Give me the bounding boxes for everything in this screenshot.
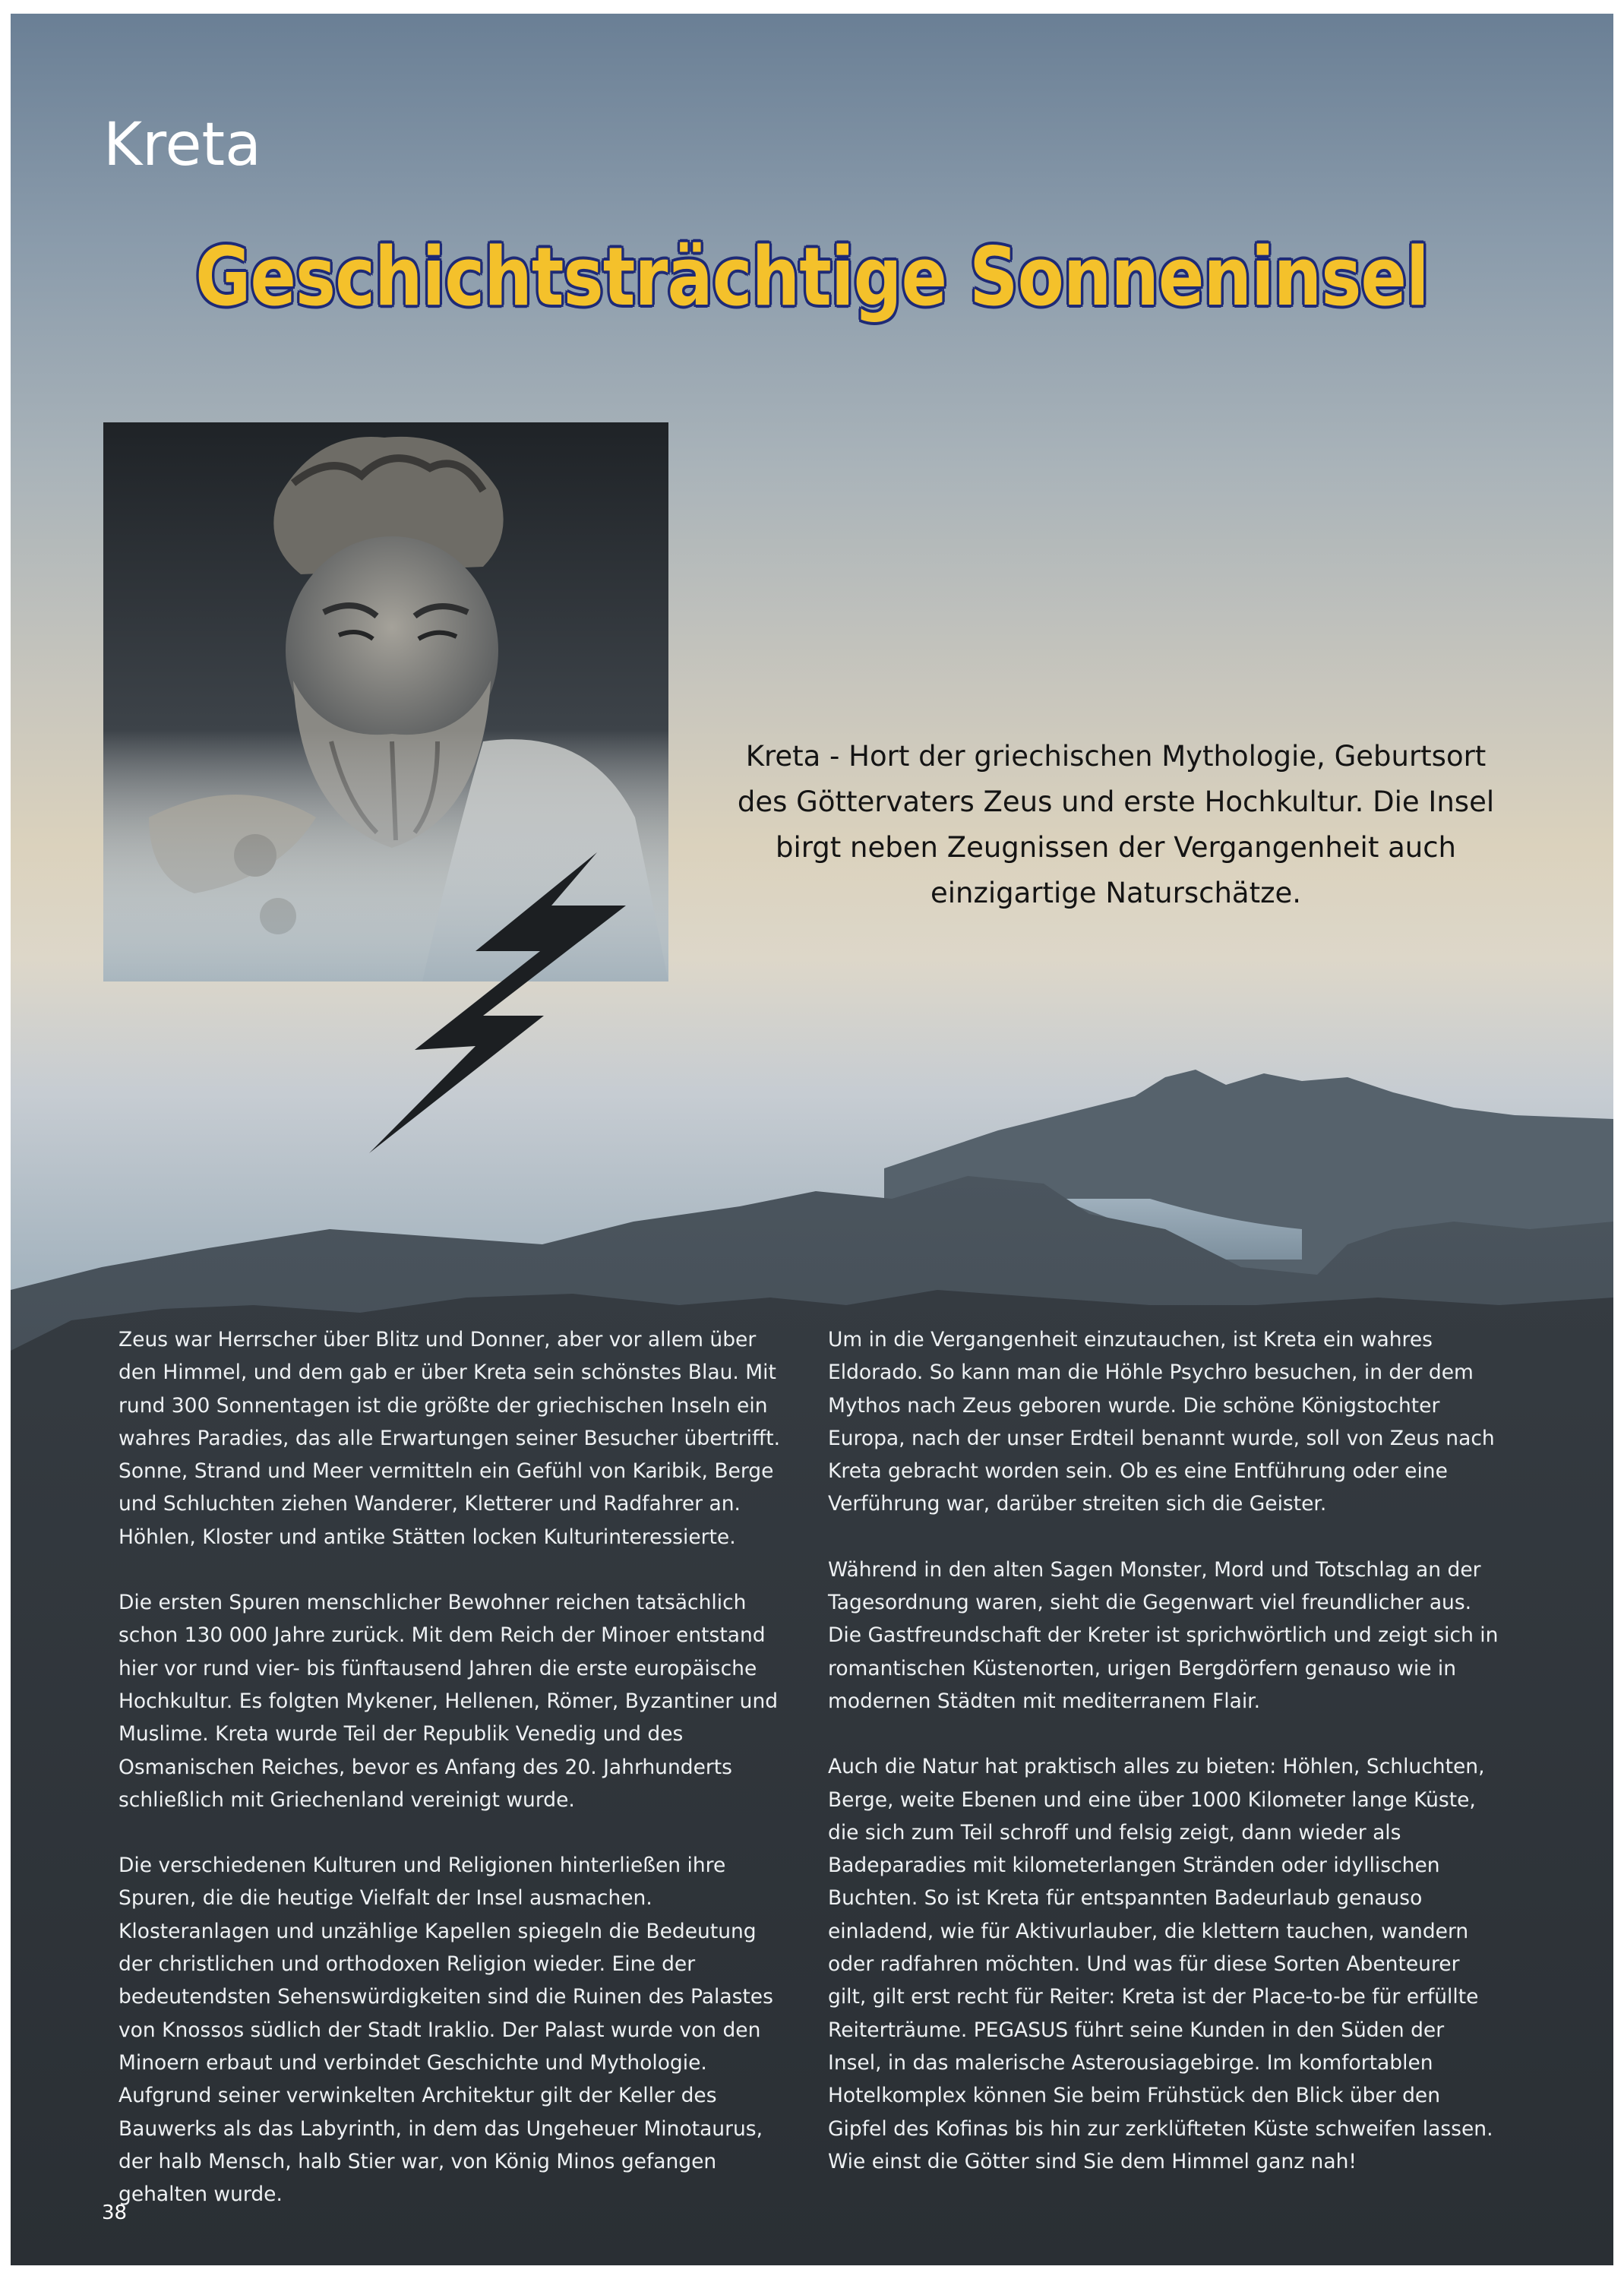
section-kicker: Kreta bbox=[103, 111, 261, 179]
paragraph: Während in den alten Sagen Monster, Mord und Totschlag an der Tagesordnung waren, sieht die Gegenwart viel freundlicher aus. Die Gastfreundschaft der Kreter ist sprichwörtlich und zeigt sich in romantischen Küstenorten, urigen Bergdörfern genauso wie in modernen Städten mit mediterranem Flair. bbox=[828, 1557, 1499, 1713]
page-number: 38 bbox=[102, 2202, 128, 2224]
magazine-page bbox=[11, 14, 1613, 2265]
article-column-right bbox=[828, 1323, 1504, 2211]
paragraph: Auch die Natur hat praktisch alles zu bieten: Höhlen, Schluchten, Berge, weite Ebenen und eine über 1000 Kilometer lange Küste, die sich zum Teil schroff und felsig zeigt, dann wieder als Badeparadies mit kilometerlangen Stränden oder idyllischen Buchten. So ist Kreta für entspannten Badeurlaub genauso einladend, wie für Aktivurlauber, die klettern tauchen, wandern oder radfahren möchten. Und was für diese Sorten Abenteurer gilt, gilt erst recht für Reiter: Kreta ist der Place-to-be für erfüllte Reiterträume. PEGASUS führt seine Kunden in den Süden der Insel, in das malerische Asterousiagebirge. Im komfortablen Hotelkomplex können Sie beim Frühstück den Blick über den Gipfel des Kofinas bis hin zur zerklüfteten Küste schweifen lassen. Wie einst die Götter sind Sie dem Himmel ganz nah! bbox=[828, 1755, 1493, 2173]
article-column-left bbox=[118, 1323, 795, 2243]
paragraph: Die ersten Spuren menschlicher Bewohner reichen tatsächlich schon 130 000 Jahre zurück. Mit dem Reich der Minoer entstand hier vor rund vier- bis fünftausend Jahren die erste europäische Hochkultur. Es folgten Mykener, Hellenen, Römer, Byzantiner und Muslime. Kreta wurde Teil der Republik Venedig und des Osmanischen Reiches, bevor es Anfang des 20. Jahrhunderts schließlich mit Griechenland vereinigt wurde. bbox=[118, 1591, 779, 1812]
page-headline: Geschichtsträchtige Sonneninsel bbox=[195, 230, 1429, 324]
paragraph: Um in die Vergangenheit einzutauchen, ist Kreta ein wahres Eldorado. So kann man die Höhle Psychro besuchen, in der dem Mythos nach Zeus geboren wurde. Die schöne Königstochter Europa, nach der unser Erdteil benannt wurde, soll von Zeus nach Kreta gebracht worden sein. Ob es eine Entführung oder eine Verführung war, darüber streiten sich die Geister. bbox=[828, 1328, 1495, 1516]
paragraph: Zeus war Herrscher über Blitz und Donner, aber vor allem über den Himmel, und dem gab er über Kreta sein schönstes Blau. Mit rund 300 Sonnentagen ist die größte der griechischen Inseln ein wahres Paradies, das alle Erwartungen seiner Besucher übertrifft. Sonne, Strand und Meer vermitteln ein Gefühl von Karibik, Berge und Schluchten ziehen Wanderer, Kletterer und Radfahrer an. Höhlen, Kloster und antike Stätten locken Kulturinteressierte. bbox=[118, 1328, 781, 1549]
paragraph: Die verschiedenen Kulturen und Religionen hinterließen ihre Spuren, die die heutige Vielfalt der Insel ausmachen. Klosteranlagen und unzählige Kapellen spiegeln die Bedeutung der christlichen und orthodoxen Religion wieder. Eine der bedeutendsten Sehenswürdigkeiten sind die Ruinen des Palastes von Knossos südlich der Stadt Iraklio. Der Palast wurde von den Minoern erbaut und verbindet Geschichte und Mythologie. Aufgrund seiner verwinkelten Architektur gilt der Keller des Bauwerks als das Labyrinth, in dem das Ungeheuer Minotaurus, der halb Mensch, halb Stier war, von König Minos gefangen gehalten wurde. bbox=[118, 1854, 773, 2207]
intro-text: Kreta - Hort der griechischen Mythologie, Geburtsort des Göttervaters Zeus und erste Hochkultur. Die Insel birgt neben Zeugnissen der Vergangenheit auch einzigartige Naturschätze. bbox=[737, 740, 1495, 909]
lightning-bolt-icon bbox=[369, 852, 626, 1153]
